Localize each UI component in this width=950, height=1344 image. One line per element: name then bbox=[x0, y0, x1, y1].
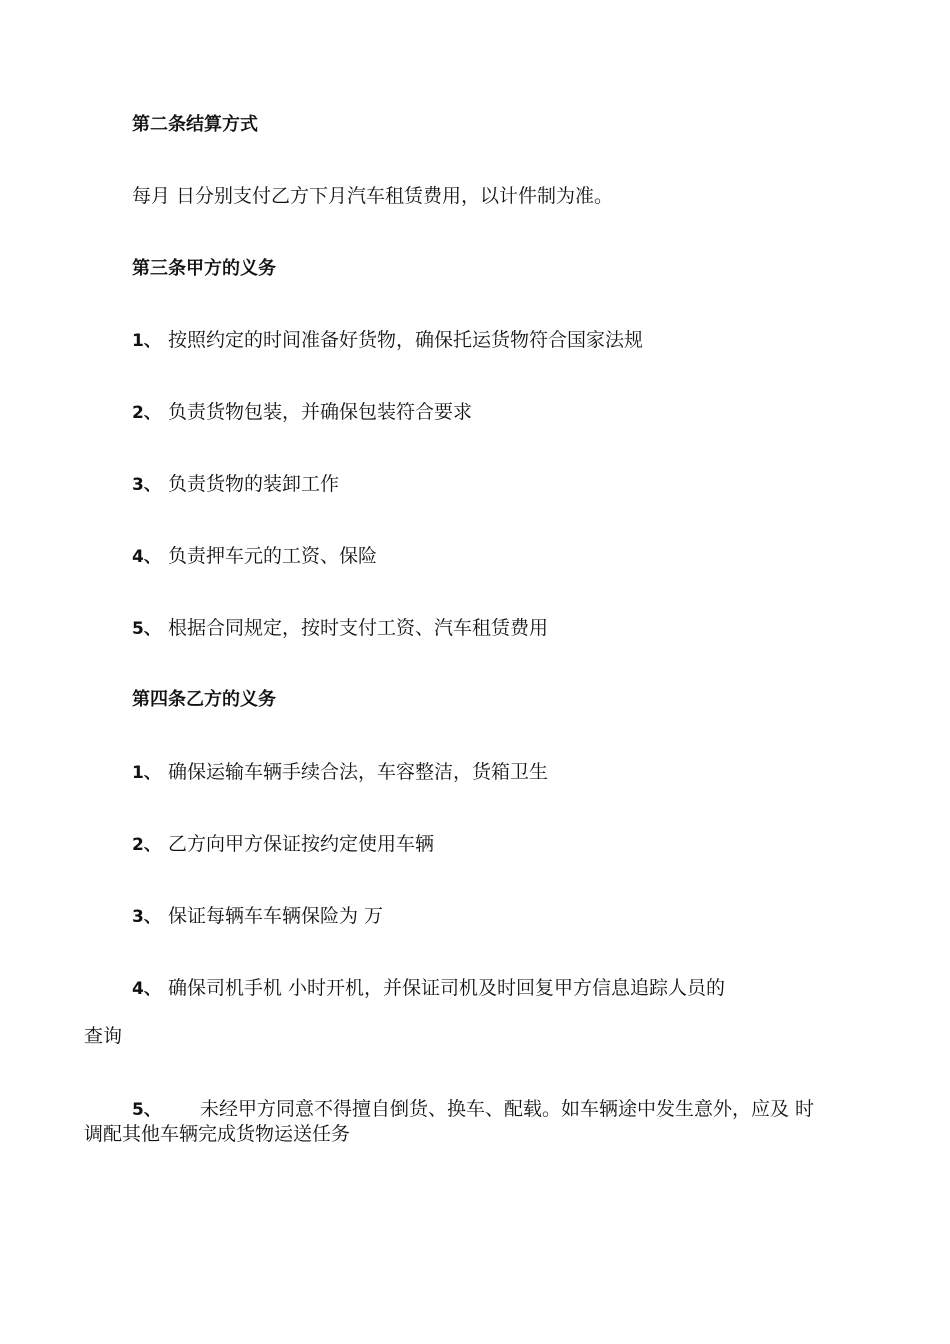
s3-item-5 bbox=[132, 616, 548, 641]
section-4-title: 第四条乙方的义务 bbox=[132, 689, 276, 710]
s4-item-3 bbox=[132, 904, 383, 929]
section-3-title: 第三条甲方的义务 bbox=[132, 258, 276, 279]
s3-item-5-text: 根据合同规定，按时支付工资、汽车租赁费用 bbox=[168, 617, 549, 639]
s4-item-4-text: 确保司机手机 小时开机，并保证司机及时回复甲方信息追踪人员的 bbox=[168, 977, 726, 999]
s3-item-4 bbox=[132, 544, 377, 569]
s4-item-2-num: 2、 bbox=[132, 835, 161, 855]
s3-item-1-text: 按照约定的时间准备好货物，确保托运货物符合国家法规 bbox=[168, 329, 644, 351]
s3-item-5-num: 5、 bbox=[132, 619, 161, 639]
s4-item-3-num: 3、 bbox=[132, 907, 161, 927]
s3-item-1-num: 1、 bbox=[132, 331, 161, 351]
s3-item-2-text: 负责货物包装，并确保包装符合要求 bbox=[168, 401, 473, 423]
section-2-text: 每月 日分别支付乙方下月汽车租赁费用，以计件制为准。 bbox=[132, 185, 614, 207]
s4-item-3-text: 保证每辆车车辆保险为 万 bbox=[168, 905, 384, 927]
s3-item-3 bbox=[132, 472, 339, 497]
s3-item-1 bbox=[132, 328, 643, 353]
s4-item-5-text: 未经甲方同意不得擅自倒货、换车、配载。如车辆途中发生意外，应及 时 bbox=[200, 1098, 815, 1120]
s4-item-4 bbox=[132, 976, 725, 1001]
s4-item-1 bbox=[132, 760, 548, 785]
s4-item-4-num: 4、 bbox=[132, 979, 161, 999]
s4-item-5-num: 5、 bbox=[132, 1100, 161, 1120]
s3-item-4-num: 4、 bbox=[132, 547, 161, 567]
s4-item-5-continuation: 调配其他车辆完成货物运送任务 bbox=[84, 1123, 351, 1145]
s4-item-1-num: 1、 bbox=[132, 763, 161, 783]
s4-item-5 bbox=[132, 1097, 814, 1122]
s4-item-2-text: 乙方向甲方保证按约定使用车辆 bbox=[168, 833, 435, 855]
s3-item-4-text: 负责押车元的工资、保险 bbox=[168, 545, 378, 567]
s3-item-3-text: 负责货物的装卸工作 bbox=[168, 473, 340, 495]
section-2-title: 第二条结算方式 bbox=[132, 114, 258, 135]
s4-item-4-continuation: 查询 bbox=[84, 1025, 123, 1047]
s3-item-2 bbox=[132, 400, 472, 425]
s3-item-3-num: 3、 bbox=[132, 475, 161, 495]
s4-item-1-text: 确保运输车辆手续合法，车容整洁，货箱卫生 bbox=[168, 761, 549, 783]
s3-item-2-num: 2、 bbox=[132, 403, 161, 423]
s4-item-2 bbox=[132, 832, 434, 857]
